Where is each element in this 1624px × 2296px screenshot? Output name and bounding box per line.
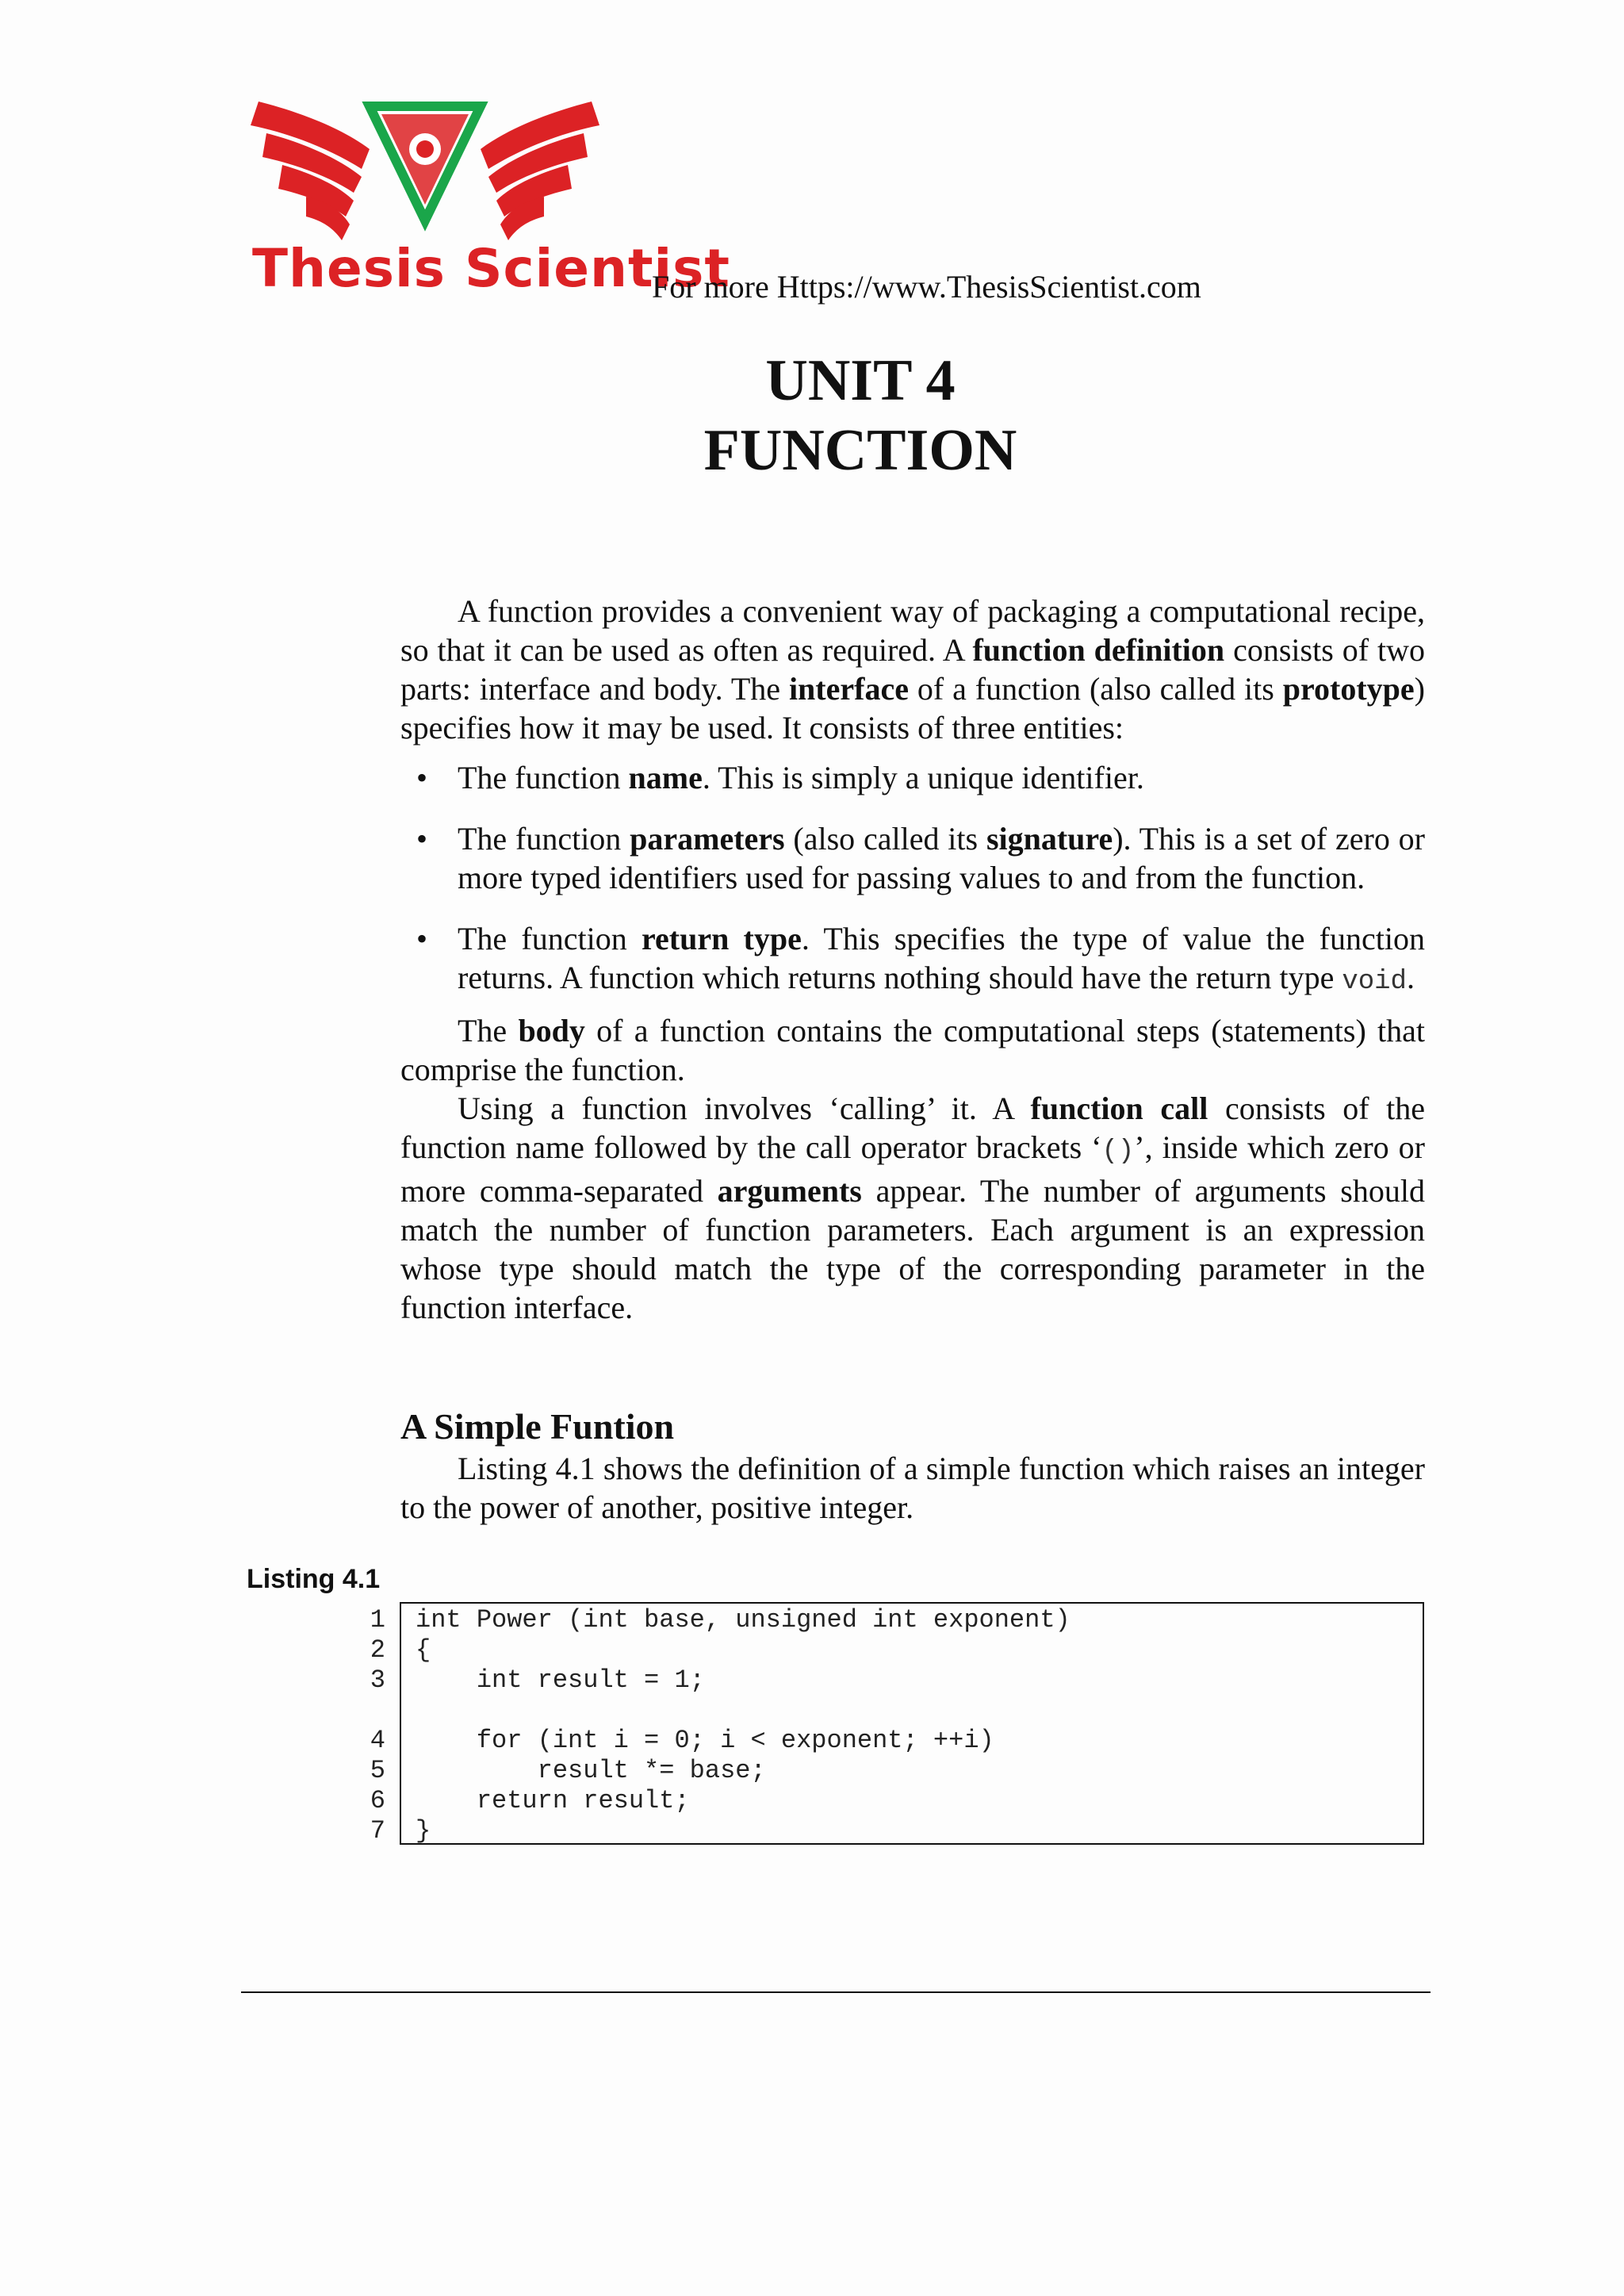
- line-number: 4: [370, 1726, 385, 1755]
- list-item: • The function name. This is simply a unique identifier.: [458, 758, 1425, 797]
- code-line: }: [416, 1816, 431, 1846]
- line-number: 3: [370, 1665, 385, 1695]
- footer-divider: [241, 1991, 1431, 1993]
- left-wing-icon: [251, 102, 370, 240]
- entity-list: [400, 758, 1425, 1002]
- unit-number: UNIT 4: [765, 348, 956, 413]
- page-title: [0, 346, 1624, 485]
- triangle-emblem-icon: [370, 106, 481, 220]
- code-line: int Power (int base, unsigned int exponent): [416, 1605, 1071, 1635]
- line-number: 6: [370, 1786, 385, 1815]
- unit-name: FUNCTION: [703, 418, 1017, 483]
- code-line: return result;: [416, 1786, 690, 1815]
- section-heading: A Simple Funtion: [400, 1406, 675, 1447]
- right-wing-icon: [481, 102, 599, 240]
- intro-section: [400, 592, 1425, 1327]
- intro-paragraph: A function provides a convenient way of packaging a computational recipe, so that it can be used as often as required. A function definition consists of two parts: interface and body. The interface of a function (also called its prototype) specifies how it may be used. It consists of three entities:: [400, 593, 1426, 746]
- line-number: 5: [370, 1756, 385, 1785]
- line-number: 7: [370, 1816, 385, 1846]
- code-line: result *= base;: [416, 1756, 766, 1785]
- call-paragraph: Using a function involves ‘calling’ it. A function call consists of the function name followed by the call operator brackets ‘()’, inside which zero or more comma-separated arguments appear. The number of arguments should match the number of function parameters. Each argument is an expression whose type should match the type of the corresponding parameter in the function interface.: [400, 1091, 1425, 1325]
- section-paragraph: Listing 4.1 shows the definition of a simple function which raises an integer to the power of another, positive integer.: [400, 1451, 1425, 1525]
- line-number: 1: [370, 1605, 385, 1635]
- logo-wordmark: Thesis Scientist: [252, 238, 730, 299]
- line-number: 2: [370, 1635, 385, 1665]
- body-paragraph: The body of a function contains the computational steps (statements) that comprise the function.: [400, 1013, 1425, 1087]
- code-line: for (int i = 0; i < exponent; ++i): [416, 1726, 994, 1755]
- listing-label: Listing 4.1: [247, 1564, 381, 1594]
- website-link-text[interactable]: For more Https://www.ThesisScientist.com: [652, 269, 1201, 305]
- code-line: int result = 1;: [416, 1665, 705, 1695]
- list-item: • The function parameters (also called its signature). This is a set of zero or more typed identifiers used for passing values to and from the function.: [458, 819, 1425, 897]
- code-line: {: [416, 1635, 431, 1665]
- list-item: • The function return type. This specifies the type of value the function returns. A function which returns nothing should have the return type void.: [458, 919, 1425, 1002]
